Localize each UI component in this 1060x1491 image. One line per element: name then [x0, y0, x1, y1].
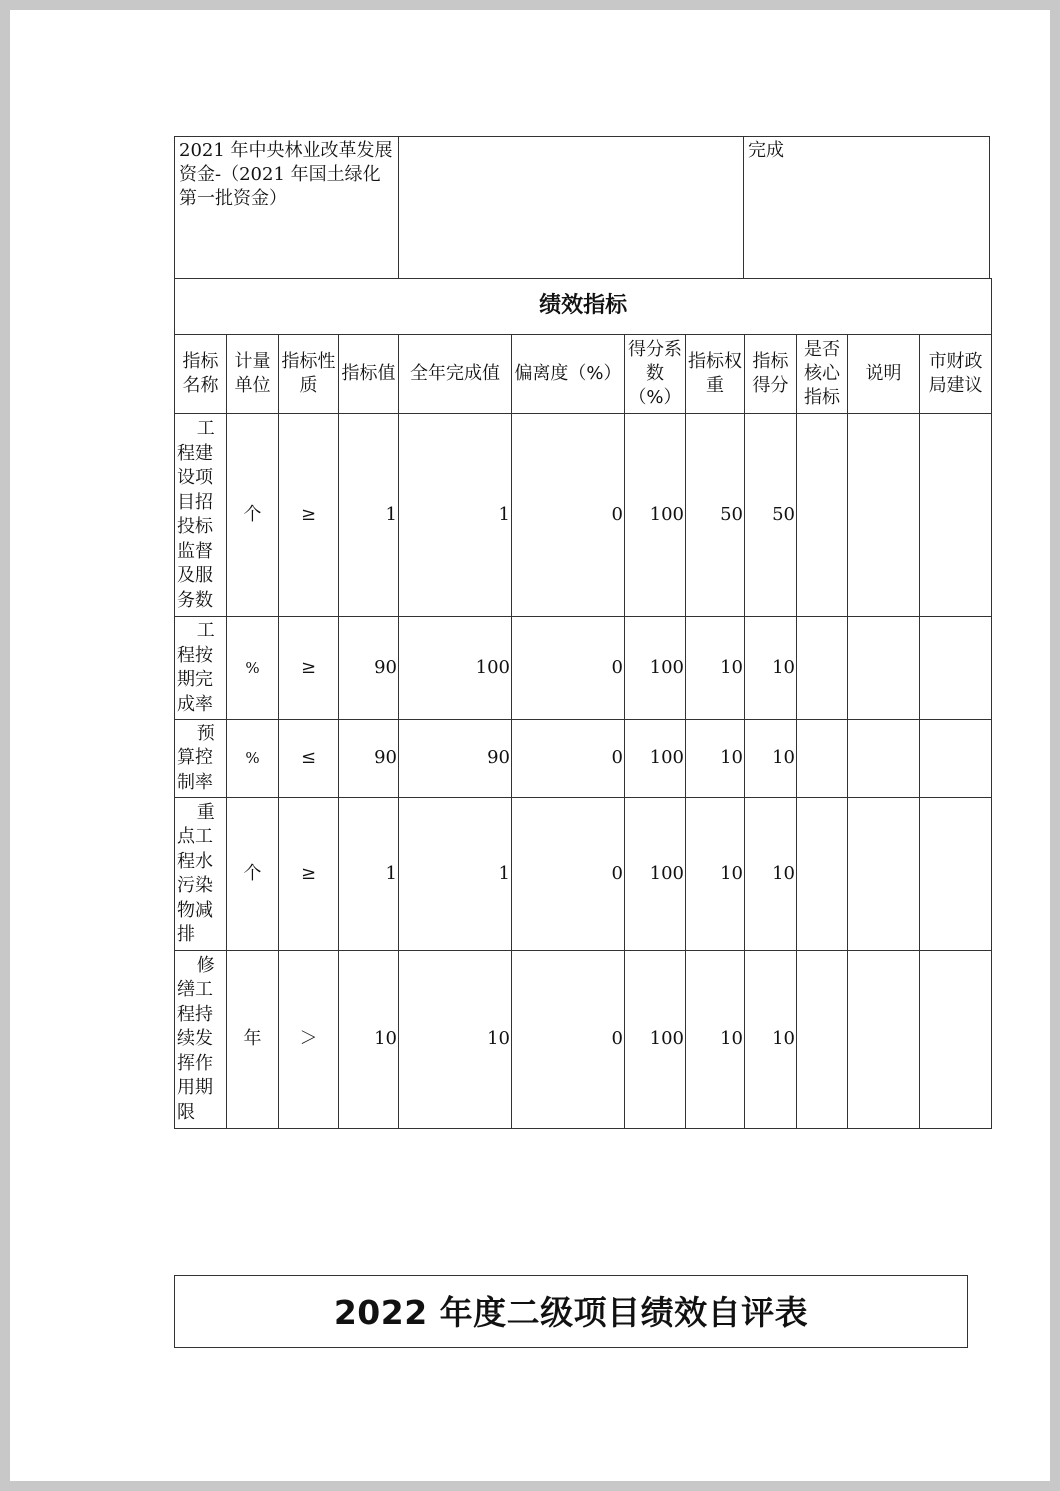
weight-value: 10 [686, 617, 745, 720]
coefficient-value: 100 [625, 798, 686, 951]
coefficient-value: 100 [625, 414, 686, 617]
indicator-name: 预算控制率 [175, 720, 227, 798]
target-value: 90 [339, 617, 399, 720]
deviation-value: 0 [512, 951, 625, 1129]
score-value: 50 [745, 414, 797, 617]
indicator-nature: ≤ [279, 720, 339, 798]
table-row [175, 617, 992, 720]
actual-value: 100 [399, 617, 512, 720]
core-indicator-value [797, 414, 848, 617]
page-title: 2022 年度二级项目绩效自评表 [174, 1275, 968, 1348]
weight-value: 10 [686, 798, 745, 951]
header-deviation: 偏离度（%） [512, 335, 625, 414]
indicator-name: 修缮工程持续发挥作用期限 [175, 951, 227, 1129]
table-row [175, 951, 992, 1129]
indicator-name: 工程建设项目招投标监督及服务数 [175, 414, 227, 617]
weight-value: 50 [686, 414, 745, 617]
actual-value: 90 [399, 720, 512, 798]
header-note: 说明 [848, 335, 920, 414]
advice-value [920, 617, 992, 720]
coefficient-value: 100 [625, 720, 686, 798]
funding-source: 2021 年中央林业改革发展资金-（2021 年国土绿化第一批资金） [175, 137, 399, 278]
target-value: 1 [339, 414, 399, 617]
core-indicator-value [797, 798, 848, 951]
core-indicator-value [797, 951, 848, 1129]
coefficient-value: 100 [625, 617, 686, 720]
header-score-coefficient: 得分系数（%） [625, 335, 686, 414]
target-value: 1 [339, 798, 399, 951]
actual-value: 10 [399, 951, 512, 1129]
funding-content [399, 137, 744, 278]
indicator-unit: 个 [227, 414, 279, 617]
table-row [175, 720, 992, 798]
indicator-unit: 年 [227, 951, 279, 1129]
core-indicator-value [797, 720, 848, 798]
note-value [848, 617, 920, 720]
header-indicator-name: 指标名称 [175, 335, 227, 414]
indicator-nature: ≥ [279, 414, 339, 617]
note-value [848, 951, 920, 1129]
indicator-nature: ＞ [279, 951, 339, 1129]
deviation-value: 0 [512, 414, 625, 617]
header-nature: 指标性质 [279, 335, 339, 414]
advice-value [920, 798, 992, 951]
deviation-value: 0 [512, 720, 625, 798]
deviation-value: 0 [512, 617, 625, 720]
target-value: 90 [339, 720, 399, 798]
table-header-row [175, 335, 992, 414]
indicator-unit: % [227, 617, 279, 720]
indicator-name: 工程按期完成率 [175, 617, 227, 720]
header-advice: 市财政局建议 [920, 335, 992, 414]
note-value [848, 720, 920, 798]
funding-status: 完成 [748, 140, 784, 161]
indicator-unit: 个 [227, 798, 279, 951]
funding-row [174, 136, 990, 278]
weight-value: 10 [686, 951, 745, 1129]
advice-value [920, 414, 992, 617]
indicator-unit: % [227, 720, 279, 798]
actual-value: 1 [399, 798, 512, 951]
table-row [175, 414, 992, 617]
header-weight: 指标权重 [686, 335, 745, 414]
table-row [175, 798, 992, 951]
note-value [848, 798, 920, 951]
indicator-nature: ≥ [279, 617, 339, 720]
indicator-nature: ≥ [279, 798, 339, 951]
header-unit: 计量单位 [227, 335, 279, 414]
header-core-indicator: 是否核心指标 [797, 335, 848, 414]
target-value: 10 [339, 951, 399, 1129]
performance-indicator-table [174, 278, 992, 1129]
note-value [848, 414, 920, 617]
weight-value: 10 [686, 720, 745, 798]
advice-value [920, 720, 992, 798]
header-score: 指标得分 [745, 335, 797, 414]
coefficient-value: 100 [625, 951, 686, 1129]
indicator-name: 重点工程水污染物减排 [175, 798, 227, 951]
actual-value: 1 [399, 414, 512, 617]
score-value: 10 [745, 798, 797, 951]
score-value: 10 [745, 720, 797, 798]
core-indicator-value [797, 617, 848, 720]
advice-value [920, 951, 992, 1129]
section-title: 绩效指标 [175, 279, 992, 335]
header-target-value: 指标值 [339, 335, 399, 414]
score-value: 10 [745, 617, 797, 720]
deviation-value: 0 [512, 798, 625, 951]
header-actual-value: 全年完成值 [399, 335, 512, 414]
score-value: 10 [745, 951, 797, 1129]
